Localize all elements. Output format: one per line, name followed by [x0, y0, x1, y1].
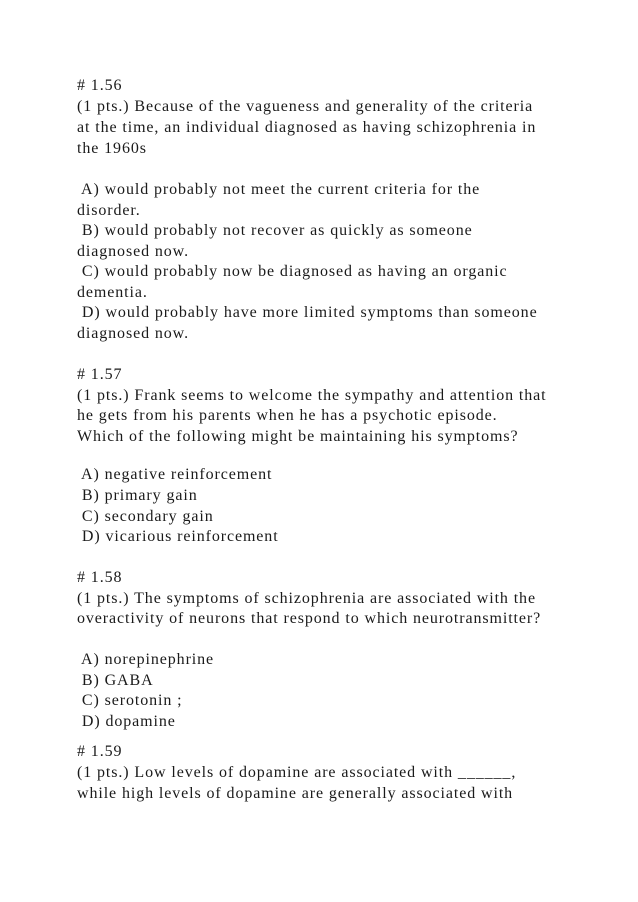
question-text: (1 pts.) Frank seems to welcome the sympathy and attention that	[77, 387, 547, 404]
answer-option: C) would probably now be diagnosed as having an organic	[77, 263, 508, 280]
answer-option: A) negative reinforcement	[77, 466, 273, 483]
answer-option: B) GABA	[77, 672, 154, 689]
question-text: the 1960s	[77, 140, 147, 157]
answer-option: D) would probably have more limited symptoms than someone	[77, 304, 538, 321]
question-text: (1 pts.) The symptoms of schizophrenia are associated with the	[77, 590, 536, 607]
answer-option: A) would probably not meet the current criteria for the	[77, 181, 481, 198]
question-number: # 1.58	[77, 569, 123, 586]
answer-option: B) primary gain	[77, 487, 198, 504]
answer-option: D) dopamine	[77, 713, 176, 730]
question-number: # 1.57	[77, 366, 123, 383]
answer-option: B) would probably not recover as quickly as someone	[77, 222, 473, 239]
answer-option: disorder.	[77, 202, 141, 219]
question-text: at the time, an individual diagnosed as having schizophrenia in	[77, 119, 537, 136]
question-text: overactivity of neurons that respond to which neurotransmitter?	[77, 610, 542, 627]
answer-option: diagnosed now.	[77, 325, 189, 342]
question-text: (1 pts.) Low levels of dopamine are associated with ______,	[77, 764, 517, 781]
question-number: # 1.56	[77, 77, 123, 94]
answer-option: diagnosed now.	[77, 243, 189, 260]
answer-option: C) serotonin ;	[77, 692, 183, 709]
answer-option: A) norepinephrine	[77, 651, 215, 668]
question-text: while high levels of dopamine are generally associated with	[77, 785, 514, 802]
question-number: # 1.59	[77, 743, 123, 760]
answer-option: C) secondary gain	[77, 508, 214, 525]
question-text: (1 pts.) Because of the vagueness and generality of the criteria	[77, 98, 534, 115]
answer-option: D) vicarious reinforcement	[77, 528, 279, 545]
answer-option: dementia.	[77, 284, 148, 301]
question-text: Which of the following might be maintaining his symptoms?	[77, 428, 519, 445]
question-text: he gets from his parents when he has a psychotic episode.	[77, 407, 498, 424]
